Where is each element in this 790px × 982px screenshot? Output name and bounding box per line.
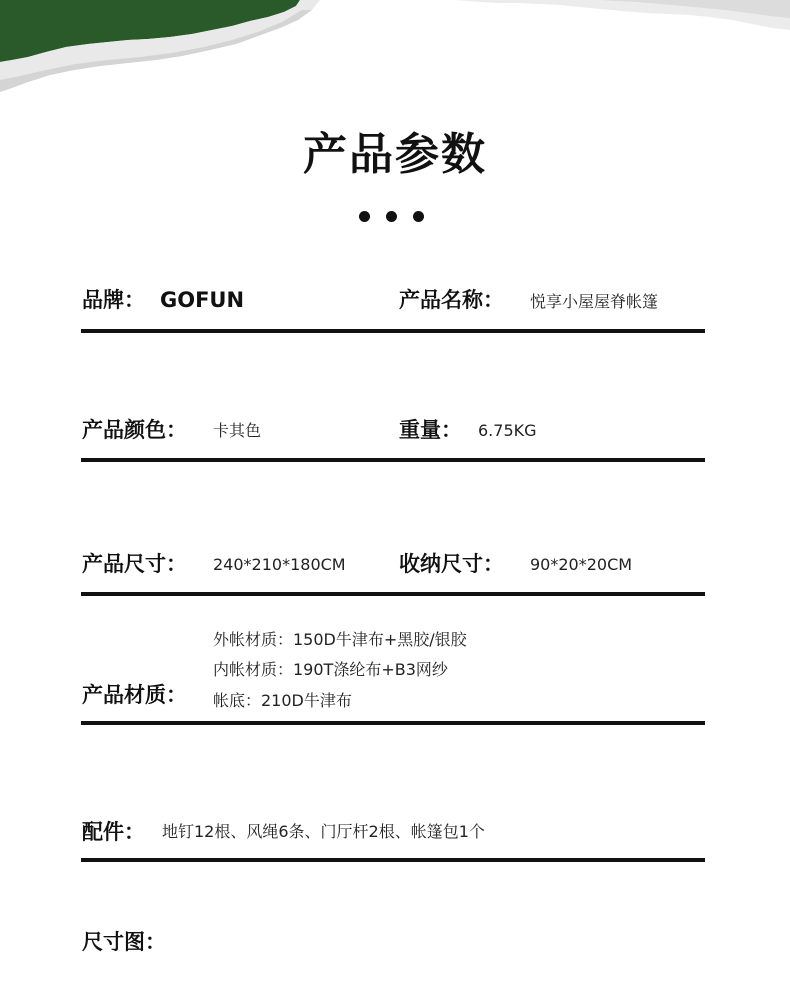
weight-value: 6.75KG <box>478 421 537 440</box>
accessories-value: 地钉12根、风绳6条、门厅杆2根、帐篷包1个 <box>162 822 485 841</box>
product-name-value: 悦享小屋屋脊帐篷 <box>530 292 659 311</box>
header-torn-paper-decoration <box>0 0 790 100</box>
accessories-label: 配件： <box>82 820 145 844</box>
size-chart-label: 尺寸图： <box>82 930 166 954</box>
divider-row-2 <box>81 458 705 462</box>
divider-row-1 <box>81 329 705 333</box>
material-tent-floor: 帐底：210D牛津布 <box>213 691 352 710</box>
dot-2 <box>386 211 397 222</box>
brand-label: 品牌： <box>82 288 145 312</box>
color-label: 产品颜色： <box>82 418 187 442</box>
divider-row-3 <box>81 592 705 596</box>
material-inner-tent: 内帐材质：190T涤纶布+B3网纱 <box>213 660 448 679</box>
divider-row-4 <box>81 721 705 725</box>
product-name-label: 产品名称： <box>399 288 504 312</box>
product-size-value: 240*210*180CM <box>213 555 346 574</box>
product-size-label: 产品尺寸： <box>82 552 187 576</box>
color-value: 卡其色 <box>213 421 262 440</box>
dot-3 <box>413 211 424 222</box>
material-outer-tent: 外帐材质：150D牛津布+黑胶/银胶 <box>213 630 467 649</box>
title-dots-divider <box>359 211 425 223</box>
material-label: 产品材质： <box>82 683 187 707</box>
dot-1 <box>359 211 370 222</box>
weight-label: 重量： <box>399 418 462 442</box>
divider-row-5 <box>81 858 705 862</box>
brand-value: GOFUN <box>160 288 245 312</box>
storage-size-label: 收纳尺寸： <box>399 552 504 576</box>
page-title: 产品参数 <box>303 129 487 180</box>
storage-size-value: 90*20*20CM <box>530 555 633 574</box>
